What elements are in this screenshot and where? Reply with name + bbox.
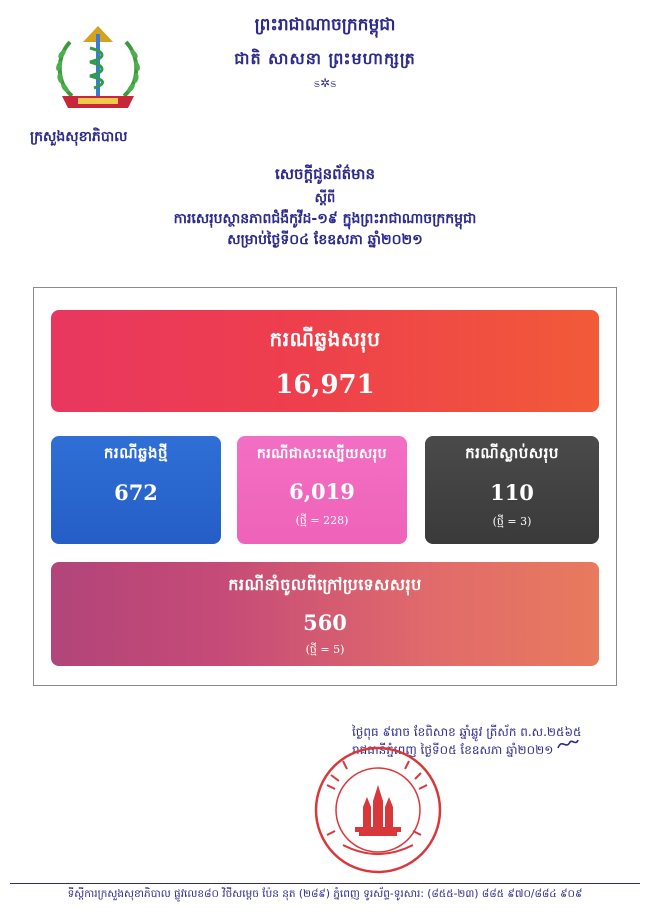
imported-new-note: (ថ្មី = 5) bbox=[305, 643, 345, 656]
deaths-new-note: (ថ្មី = 3) bbox=[492, 515, 532, 528]
header-ornament: ಽ✲ಽ bbox=[313, 76, 337, 90]
document-date: សម្រាប់ថ្ងៃទី០៤ ខែឧសភា ឆ្នាំ២០២១ bbox=[227, 232, 423, 248]
ministry-name: ក្រសួងសុខាភិបាល bbox=[30, 129, 128, 145]
recovered-value: 6,019 bbox=[289, 479, 355, 504]
imported-cases-card bbox=[51, 562, 599, 666]
statistics-panel bbox=[33, 287, 617, 686]
document-subject: ការសេរុបស្ថានភាពជំងឺកូវីដ-១៩ ក្នុងព្រះរាជាណាចក្រកម្ពុជា bbox=[173, 211, 477, 227]
new-cases-label: ករណីឆ្លងថ្មី bbox=[103, 444, 169, 462]
footer-address: ទីស្តីការក្រសួងសុខាភិបាល ផ្លូវលេខ៨០ វិថីសម្តេច ប៉ែន នុត (២៨៩) ភ្នំពេញ ទូរស័ព្ទ-ទូរសារ: (៨៥៥-២៣) ៨៨៥ ៩៧០/៨៨៤ ៩០៩ bbox=[67, 888, 583, 900]
lunar-date: ថ្ងៃពុធ ៩រោច ខែពិសាខ ឆ្នាំឆ្លូវ ត្រីស័ក ព.ស.២៥៦៥ bbox=[352, 725, 582, 739]
recovered-new-note: (ថ្មី = 228) bbox=[295, 514, 349, 527]
imported-cases-value: 560 bbox=[303, 610, 347, 635]
ministry-emblem-icon bbox=[48, 22, 148, 117]
solar-date: រាជធានីភ្នំពេញ ថ្ងៃទី០៥ ខែឧសភា ឆ្នាំ២០២១ bbox=[352, 743, 554, 757]
new-cases-card bbox=[51, 436, 221, 544]
recovered-card bbox=[237, 436, 407, 544]
document-about: ស្តីពី bbox=[314, 191, 336, 206]
total-cases-value: 16,971 bbox=[275, 370, 375, 400]
imported-cases-label: ករណីនាំចូលពីក្រៅប្រទេសសរុប bbox=[228, 575, 422, 594]
deaths-value: 110 bbox=[490, 480, 534, 505]
signature-icon bbox=[556, 736, 580, 752]
deaths-label: ករណីស្លាប់សរុប bbox=[465, 444, 559, 462]
new-cases-value: 672 bbox=[114, 480, 158, 505]
kingdom-heading: ព្រះរាជាណាចក្រកម្ពុជា bbox=[254, 15, 396, 35]
national-motto: ជាតិ សាសនា ព្រះមហាក្សត្រ bbox=[234, 49, 416, 68]
footer-divider bbox=[10, 883, 640, 884]
document-title: សេចក្តីជូនព័ត៌មាន bbox=[275, 165, 375, 183]
total-cases-card bbox=[51, 310, 599, 412]
total-cases-label: ករណីឆ្លងសរុប bbox=[269, 327, 381, 351]
official-seal-icon bbox=[313, 745, 443, 875]
deaths-card bbox=[425, 436, 599, 544]
recovered-label: ករណីជាសះស្បើយសរុប bbox=[256, 446, 388, 462]
